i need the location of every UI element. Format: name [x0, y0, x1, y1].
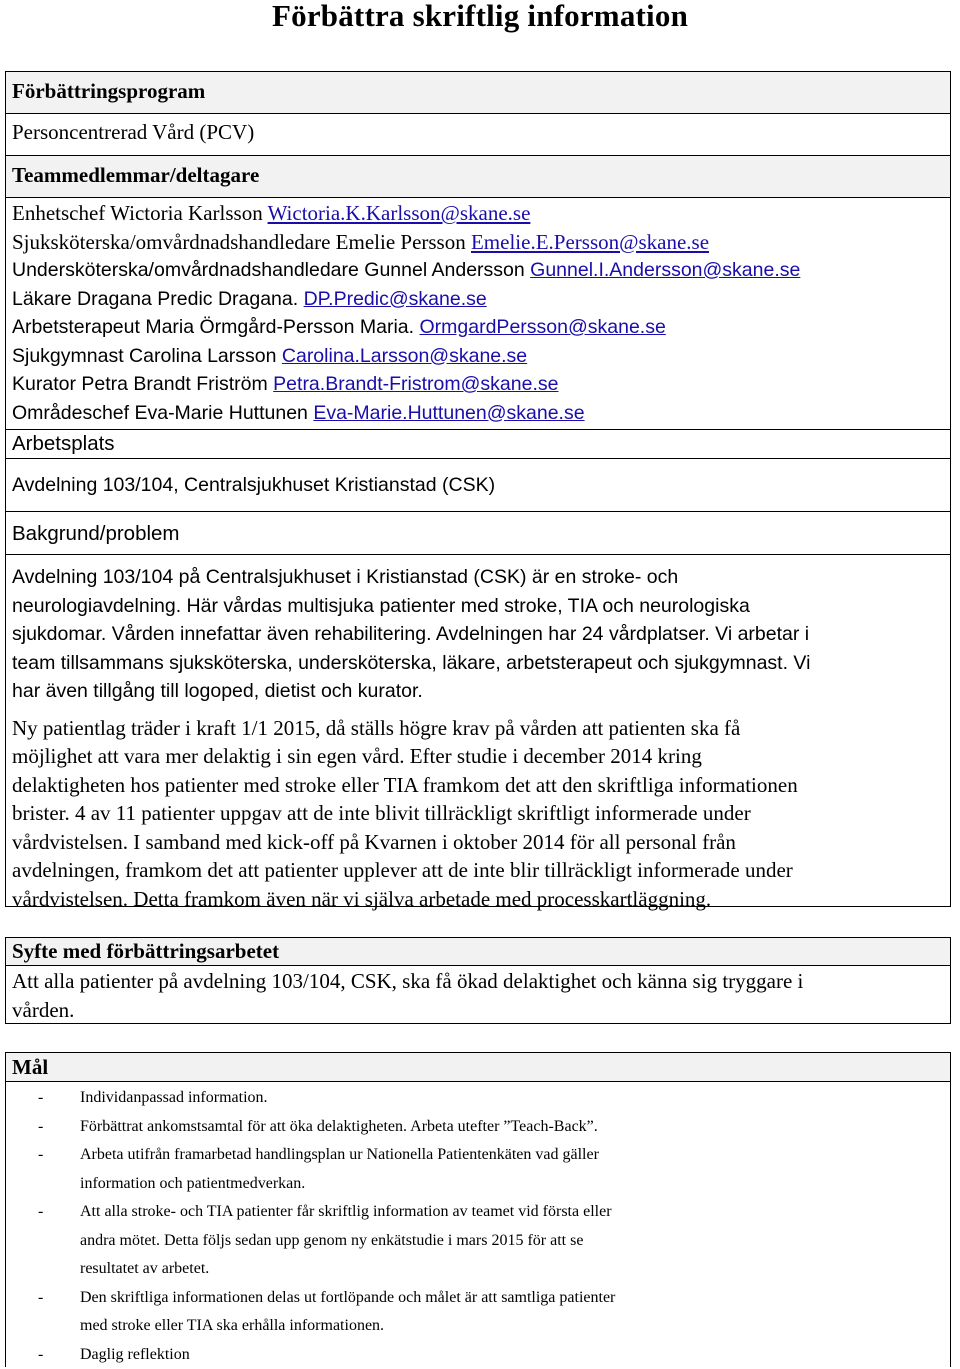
dash-bullet: - — [38, 1113, 43, 1142]
text-line: Avdelning 103/104 på Centralsjukhuset i Kristianstad (CSK) är en stroke- och — [12, 563, 944, 592]
team-member-line — [12, 399, 944, 428]
purpose-box — [5, 937, 951, 1024]
page-title: Förbättra skriftlig information — [0, 0, 960, 34]
text-line: sjukdomar. Vården innefattar även rehabilitering. Avdelningen har 24 vårdplatser. Vi arbetar i — [12, 620, 944, 649]
member-role: Områdeschef Eva-Marie Huttunen — [12, 402, 308, 424]
team-member-line — [12, 228, 944, 257]
goals-box — [5, 1052, 951, 1367]
team-member-line — [12, 199, 944, 228]
member-role: Undersköterska/omvårdnadshandledare Gunnel Andersson — [12, 259, 525, 281]
member-email-link[interactable]: Emelie.E.Persson@skane.se — [471, 230, 709, 254]
purpose-text — [6, 966, 950, 1024]
dash-bullet: - — [38, 1084, 43, 1113]
team-heading: Teammedlemmar/deltagare — [6, 156, 950, 198]
background-heading: Bakgrund/problem — [6, 512, 950, 555]
dash-bullet: - — [38, 1341, 43, 1369]
member-email-link[interactable]: Eva-Marie.Huttunen@skane.se — [313, 402, 584, 424]
text-line: vården. — [12, 996, 944, 1025]
team-members — [6, 198, 950, 430]
text-line: Förbättrat ankomstsamtal för att öka delaktigheten. Arbeta utefter ”Teach-Back”. — [80, 1113, 950, 1142]
member-email-link[interactable]: Wictoria.K.Karlsson@skane.se — [268, 201, 531, 225]
member-email-link[interactable]: Gunnel.I.Andersson@skane.se — [530, 259, 800, 281]
program-heading: Förbättringsprogram — [6, 72, 950, 114]
text-line: har även tillgång till logoped, dietist och kurator. — [12, 677, 944, 706]
dash-bullet: - — [38, 1141, 43, 1170]
text-line: vårdvistelsen. I samband med kick-off på Kvarnen i oktober 2014 för all personal från — [12, 828, 944, 857]
text-line: vårdvistelsen. Detta framkom även när vi själva arbetade med processkartläggning. — [12, 885, 944, 914]
workplace-heading: Arbetsplats — [6, 430, 950, 459]
text-line: Daglig reflektion — [80, 1341, 950, 1369]
member-email-link[interactable]: Carolina.Larsson@skane.se — [282, 345, 527, 367]
member-role: Arbetsterapeut Maria Örmgård-Persson Maria. — [12, 316, 414, 338]
text-line: avdelningen, framkom det att patienter upplever att de inte blir tillräckligt informerade under — [12, 856, 944, 885]
member-email-link[interactable]: OrmgardPersson@skane.se — [420, 316, 666, 338]
text-line: brister. 4 av 11 patienter uppgav att de inte blivit tillräckligt skriftligt informerade under — [12, 799, 944, 828]
text-line: team tillsammans sjuksköterska, undersköterska, läkare, arbetsterapeut och sjukgymnast. Vi — [12, 649, 944, 678]
text-line: Individanpassad information. — [80, 1084, 950, 1113]
text-line: information och patientmedverkan. — [80, 1170, 950, 1199]
dash-bullet: - — [38, 1284, 43, 1313]
workplace-value: Avdelning 103/104, Centralsjukhuset Kristianstad (CSK) — [6, 459, 950, 512]
info-table — [5, 71, 951, 907]
program-value: Personcentrerad Vård (PCV) — [6, 114, 950, 156]
member-email-link[interactable]: Petra.Brandt-Fristrom@skane.se — [273, 373, 558, 395]
goal-item — [6, 1084, 950, 1113]
text-line: Att alla patienter på avdelning 103/104, CSK, ska få ökad delaktighet och känna sig tryggare i — [12, 967, 944, 996]
team-member-line — [12, 256, 944, 285]
background-paragraph-1 — [12, 563, 944, 706]
goals-list — [6, 1082, 950, 1369]
text-line: delaktigheten hos patienter med stroke eller TIA framkom det att den skriftliga informationen — [12, 771, 944, 800]
dash-bullet: - — [38, 1198, 43, 1227]
purpose-heading: Syfte med förbättringsarbetet — [6, 938, 950, 966]
text-line: Den skriftliga informationen delas ut fortlöpande och målet är att samtliga patienter — [80, 1284, 950, 1313]
text-line: Att alla stroke- och TIA patienter får skriftlig information av teamet vid första eller — [80, 1198, 950, 1227]
team-member-line — [12, 342, 944, 371]
team-member-line — [12, 370, 944, 399]
team-member-line — [12, 313, 944, 342]
member-role: Läkare Dragana Predic Dragana. — [12, 288, 298, 310]
team-member-line — [12, 285, 944, 314]
member-role: Enhetschef Wictoria Karlsson — [12, 201, 263, 225]
goal-item — [6, 1141, 950, 1198]
text-line: Arbeta utifrån framarbetad handlingsplan ur Nationella Patientenkäten vad gäller — [80, 1141, 950, 1170]
goal-item — [6, 1341, 950, 1369]
goals-heading: Mål — [6, 1053, 950, 1082]
text-line: med stroke eller TIA ska erhålla informationen. — [80, 1312, 950, 1341]
text-line: resultatet av arbetet. — [80, 1255, 950, 1284]
member-email-link[interactable]: DP.Predic@skane.se — [304, 288, 487, 310]
text-line: neurologiavdelning. Här vårdas multisjuka patienter med stroke, TIA och neurologiska — [12, 592, 944, 621]
text-line: Ny patientlag träder i kraft 1/1 2015, då ställs högre krav på vården att patienten ska få — [12, 714, 944, 743]
member-role: Sjuksköterska/omvårdnadshandledare Emelie Persson — [12, 230, 466, 254]
goal-item — [6, 1198, 950, 1284]
text-line: andra mötet. Detta följs sedan upp genom ny enkätstudie i mars 2015 för att se — [80, 1227, 950, 1256]
background-text — [6, 555, 950, 913]
goal-item — [6, 1284, 950, 1341]
member-role: Sjukgymnast Carolina Larsson — [12, 345, 276, 367]
member-role: Kurator Petra Brandt Friström — [12, 373, 268, 395]
text-line: möjlighet att vara mer delaktig i sin egen vård. Efter studie i december 2014 kring — [12, 742, 944, 771]
goal-item — [6, 1113, 950, 1142]
background-paragraph-2 — [12, 714, 944, 914]
